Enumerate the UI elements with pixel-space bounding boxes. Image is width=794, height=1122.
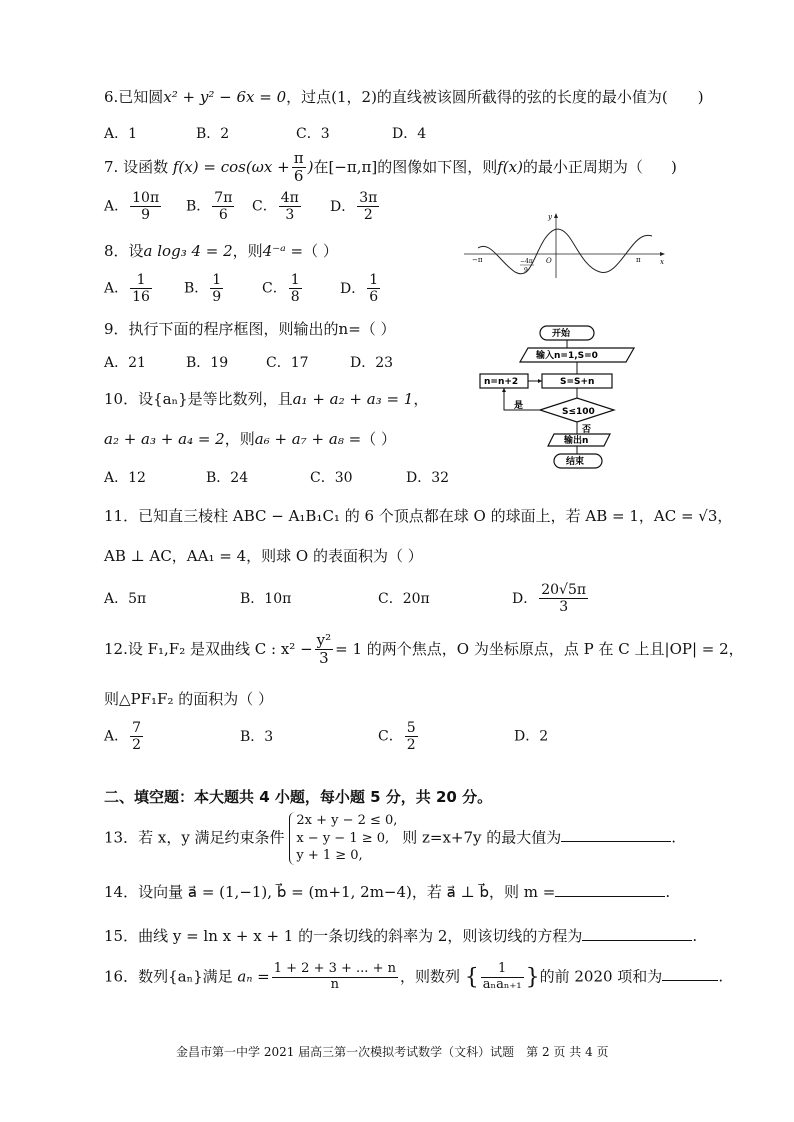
q7-paren-close: ) <box>670 157 677 176</box>
q12-stem: 12.设 F₁,F₂ 是双曲线 C : x² − <box>104 639 313 658</box>
q12-frac-den: 3 <box>319 649 329 668</box>
q7-option-c-num: 4π <box>280 190 299 206</box>
q7-option-b-den: 6 <box>218 207 228 224</box>
q8-option-d-num: 1 <box>369 272 379 288</box>
question-11-line-2: AB ⊥ AC，AA₁ = 4，则球 O 的表面积为（ ） <box>104 547 423 565</box>
q10-option-b: B．24 <box>206 470 249 486</box>
q13-period: . <box>671 828 677 847</box>
q16-period: . <box>718 967 724 986</box>
question-15 <box>104 925 697 946</box>
q7-option-c-label: C． <box>252 198 277 215</box>
q11-options <box>104 582 590 615</box>
q8-paren: （ ） <box>303 242 338 260</box>
q7-option-c-den: 3 <box>285 207 295 224</box>
q12-option-a-den: 2 <box>132 737 142 754</box>
q8-option-b-num: 1 <box>212 272 222 288</box>
q7-option-a <box>104 190 186 223</box>
q10-option-c: C．30 <box>310 470 353 486</box>
q6-option-a: A．1 <box>104 126 138 142</box>
q7-option-d-label: D． <box>330 198 356 215</box>
x-axis-arrow <box>660 252 665 256</box>
q12-option-a-num: 7 <box>132 720 142 736</box>
q8-option-c-label: C． <box>262 280 287 297</box>
q8-option-c-den: 8 <box>290 289 300 306</box>
q14-period: . <box>665 883 671 901</box>
q9-options <box>104 352 393 372</box>
q9-option-d: D．23 <box>350 355 394 371</box>
q8-stem: 8．设 <box>104 242 144 260</box>
q12-option-c-den: 2 <box>406 737 416 754</box>
q8-power-expr: 4⁻ᵃ = <box>262 242 304 260</box>
q10-sum-3: a₆ + a₇ + a₈ = <box>254 430 362 448</box>
graph-y-label: y <box>548 213 552 221</box>
q14-stem: 14．设向量 a⃗ = (1,−1), b⃗ = (m+1, 2m−4)，若 a⃗ ⊥ b⃗，则 m = <box>104 883 556 901</box>
question-16 <box>104 962 723 993</box>
q8-option-a-den: 16 <box>132 289 150 306</box>
q9-option-c: C．17 <box>266 355 309 371</box>
q8-option-b-den: 9 <box>212 289 222 306</box>
q16-frac-b <box>481 962 524 993</box>
q13-constraint-3: y + 1 ≥ 0, <box>296 848 363 864</box>
q10-option-a: A．12 <box>104 470 146 486</box>
question-12-line-2: 则△PF₁F₂ 的面积为（ ） <box>104 690 274 708</box>
q16-frac-a-num: 1 + 2 + 3 + ... + n <box>273 961 396 976</box>
q7-option-b-num: 7π <box>214 190 233 206</box>
question-6 <box>104 86 704 107</box>
q15-answer-blank[interactable] <box>582 940 692 941</box>
q10-sum-2: a₂ + a₃ + a₄ = 2 <box>104 430 225 448</box>
q16-stem-tail: 的前 2020 项和为 <box>539 967 663 986</box>
q6-circle-equation: x² + y² − 6x = 0 <box>163 88 287 106</box>
q13-stem: 13．若 x，y 满足约束条件 <box>104 828 285 847</box>
q11-option-d-num: 20√5π <box>541 582 587 598</box>
q8-option-d-den: 6 <box>369 289 379 306</box>
q8-log-expr: a log₃ 4 = 2 <box>143 242 233 260</box>
q16-frac-a-den: n <box>330 976 340 992</box>
q8-option-d-label: D． <box>340 280 366 297</box>
q7-paren: ) <box>307 157 314 176</box>
q13-constraint-1: 2x + y − 2 ≤ 0, <box>296 813 398 828</box>
q7-option-d-num: 3π <box>359 190 378 206</box>
q7-option-b-label: B． <box>186 198 211 215</box>
flow-input-text: 输入n=1,S=0 <box>536 351 598 361</box>
q10-options <box>104 467 449 487</box>
q7-option-c <box>252 190 330 223</box>
q16-frac-b-den: aₙaₙ₊₁ <box>482 976 522 992</box>
q7-options <box>104 190 381 223</box>
q11-option-b: B．10π <box>240 590 292 607</box>
q13-constraint-system <box>289 812 397 865</box>
q8-option-b <box>184 272 262 305</box>
q9-flowchart <box>470 322 650 470</box>
flow-no-label: 否 <box>582 425 592 435</box>
q16-right-brace: } <box>525 964 540 990</box>
q9-option-a: A．21 <box>104 355 146 371</box>
q12-option-b: B．3 <box>240 728 274 745</box>
q10-sum-1: a₁ + a₂ + a₃ = 1 <box>292 390 414 408</box>
flow-condition-text: S≤100 <box>562 407 595 417</box>
q10-comma: ， <box>413 390 429 408</box>
q6-option-c: C．3 <box>296 126 330 142</box>
q13-answer-blank[interactable] <box>561 841 671 842</box>
q8-option-c <box>262 272 340 305</box>
q7-stem: 7. 设函数 <box>104 157 169 176</box>
q12-option-c-num: 5 <box>406 720 416 736</box>
question-8 <box>104 240 338 261</box>
q8-option-d <box>340 272 382 306</box>
q12-stem-tail: = 1 的两个焦点，O 为坐标原点，点 P 在 C 上且|OP| = 2， <box>335 639 744 658</box>
q7-option-b <box>186 190 252 223</box>
graph-x-label: x <box>660 258 664 266</box>
section-2-heading: 二、填空题：本大题共 4 小题，每小题 5 分，共 20 分。 <box>104 788 493 806</box>
q16-frac-b-num: 1 <box>481 962 524 978</box>
q7-option-a-den: 9 <box>141 207 151 224</box>
q7-stem-tail: 的最小正周期为（ <box>522 157 643 176</box>
q10-stem-mid: ，则 <box>224 430 255 448</box>
q7-fx: f(x) <box>497 157 523 176</box>
q16-frac-a <box>272 962 398 993</box>
q12-option-a-label: A． <box>104 728 129 745</box>
q8-option-a <box>104 272 184 305</box>
q12-option-d: D．2 <box>514 728 549 745</box>
q6-option-b: B．2 <box>196 126 230 142</box>
q7-cosine-graph <box>460 210 670 280</box>
q8-options <box>104 272 382 305</box>
graph-pi: π <box>636 256 641 264</box>
q16-stem-mid: ，则数列 <box>399 967 460 986</box>
q7-frac-num: π <box>293 149 304 167</box>
q7-function: f(x) = cos(ωx + <box>172 157 290 176</box>
graph-origin: O <box>546 257 552 265</box>
q6-stem-tail: ，过点(1，2)的直线被该圆所截得的弦的长度的最小值为( <box>286 88 668 106</box>
q15-period: . <box>692 927 698 945</box>
q7-stem-mid: 在[−π,π]的图像如下图，则 <box>313 157 498 176</box>
q12-options <box>104 720 548 753</box>
q12-option-c-label: C． <box>378 728 403 745</box>
q16-an: aₙ = <box>237 967 270 986</box>
q10-stem: 10．设{aₙ}是等比数列，且 <box>104 390 293 408</box>
q11-option-d-den: 3 <box>559 599 569 616</box>
graph-tick-num: −4π <box>520 258 533 265</box>
q12-option-a <box>104 720 240 753</box>
q16-answer-blank[interactable] <box>662 980 718 981</box>
q15-stem: 15．曲线 y = ln x + x + 1 的一条切线的斜率为 2，则该切线的方程为 <box>104 927 583 945</box>
q7-option-a-num: 10π <box>132 190 160 206</box>
q13-stem-tail: 则 z=x+7y 的最大值为 <box>402 828 562 847</box>
q11-option-c: C．20π <box>378 590 430 607</box>
q13-constraint-2: x − y − 1 ≥ 0, <box>296 830 390 846</box>
flow-sum-text: S=S+n <box>560 377 595 387</box>
q6-stem: 6.已知圆 <box>104 88 164 106</box>
flow-start-text: 开始 <box>552 329 571 339</box>
q10-paren: （ ） <box>361 430 396 448</box>
q7-option-d-den: 2 <box>363 207 373 224</box>
flow-arrow <box>502 388 506 392</box>
q16-left-brace: { <box>464 964 479 990</box>
question-12 <box>104 632 744 668</box>
q6-paren-close: ) <box>697 88 704 106</box>
graph-tick-den: 9 <box>524 267 528 274</box>
q11-option-d-label: D． <box>512 590 538 607</box>
question-9: 9．执行下面的程序框图，则输出的n=（ ） <box>104 320 396 338</box>
q11-option-a: A．5π <box>104 590 147 607</box>
q8-option-a-num: 1 <box>130 272 152 289</box>
y-axis-arrow <box>554 213 558 218</box>
question-7 <box>104 150 677 186</box>
flow-output-text: 输出n <box>564 436 589 446</box>
q8-stem-mid: ，则 <box>232 242 263 260</box>
flow-increment-text: n=n+2 <box>484 377 519 387</box>
cosine-curve <box>478 229 652 274</box>
q7-frac-den: 6 <box>293 167 304 186</box>
graph-neg-pi: −π <box>472 256 483 264</box>
q16-stem: 16．数列{aₙ}满足 <box>104 967 233 986</box>
q10-option-d: D．32 <box>406 470 450 486</box>
q8-option-a-label: A． <box>104 280 129 297</box>
flow-yes-label: 是 <box>514 401 524 411</box>
question-13 <box>104 812 676 865</box>
flow-end-text: 结束 <box>566 457 585 467</box>
question-14 <box>104 881 670 902</box>
q14-answer-blank[interactable] <box>555 896 665 897</box>
q9-option-b: B．19 <box>186 355 229 371</box>
q12-option-c <box>378 720 514 753</box>
question-10 <box>104 388 428 409</box>
q12-frac-num: y² <box>316 631 332 649</box>
q8-option-b-label: B． <box>184 280 209 297</box>
q6-option-d: D．4 <box>392 126 427 142</box>
q7-option-a-label: A． <box>104 198 129 215</box>
question-11: 11．已知直三棱柱 ABC − A₁B₁C₁ 的 6 个顶点都在球 O 的球面上，若 AB = 1，AC = √3， <box>104 507 733 525</box>
q8-option-c-num: 1 <box>290 272 300 288</box>
question-10-line-2 <box>104 428 396 449</box>
q6-options <box>104 123 426 143</box>
page-footer: 金昌市第一中学 2021 届高三第一次模拟考试数学（文科）试题 第 2 页 共 4 页 <box>176 1045 609 1059</box>
q7-pi-over-6 <box>292 150 306 186</box>
